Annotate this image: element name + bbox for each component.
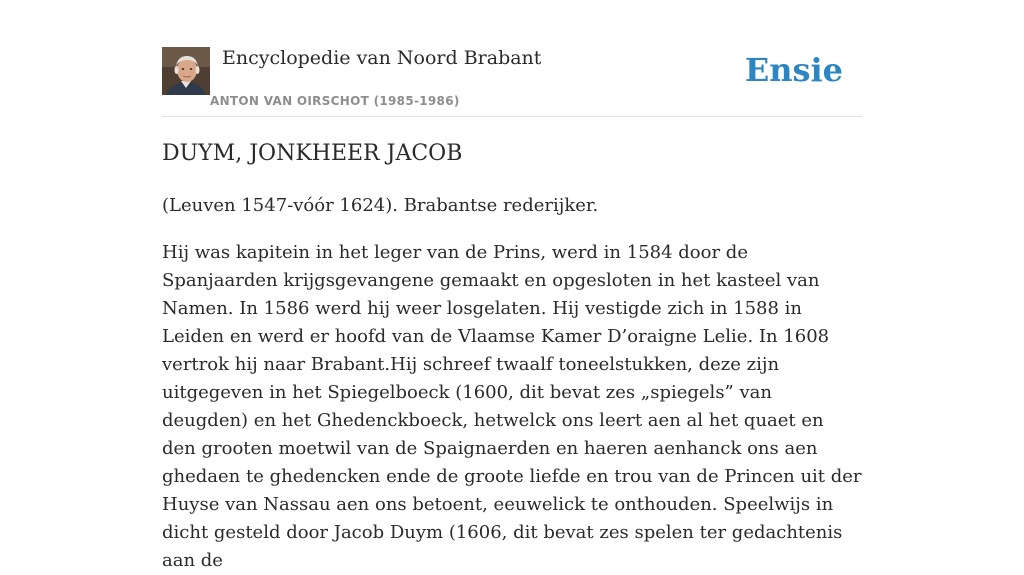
article (162, 139, 862, 575)
article-lead: (Leuven 1547-vóór 1624). Brabantse rederijker. (162, 195, 599, 216)
ensie-logo[interactable]: Ensie (744, 51, 843, 89)
site-title[interactable]: Encyclopedie van Noord Brabant (222, 47, 542, 69)
author-portrait-icon (162, 47, 210, 95)
author-avatar[interactable] (162, 47, 210, 95)
article-title: DUYM, JONKHEER JACOB (162, 141, 463, 166)
page-header (162, 46, 862, 117)
article-body: Hij was kapitein in het leger van de Prins, werd in 1584 door de Spanjaarden krijgsgevangene gemaakt en opgesloten in het kasteel van Namen. In 1586 werd hij weer losgelaten. Hij vestigde zich in 1588 in Leiden en werd er hoofd van de Vlaamse Kamer D’oraigne Lelie. In 1608 vertrok hij naar Brabant.Hij schreef twaalf toneelstukken, deze zijn uitgegeven in het Spiegelboeck (1600, dit bevat zes „spiegels” van deugden) en het Ghedenckboeck, hetwelck ons leert aen al het quaet en den grooten moetwil van de Spaignaerden en haeren aenhanck ons aen ghedaen te ghedencken ende de groote liefde en trou van de Princen uit der Huyse van Nassau aen ons betoent, eeuwelick te onthouden. Speelwijs in dicht gesteld door Jacob Duym (1606, dit bevat zes spelen ter gedachtenis aan de (162, 242, 862, 571)
author-name[interactable]: ANTON VAN OIRSCHOT (1985-1986) (210, 94, 460, 108)
